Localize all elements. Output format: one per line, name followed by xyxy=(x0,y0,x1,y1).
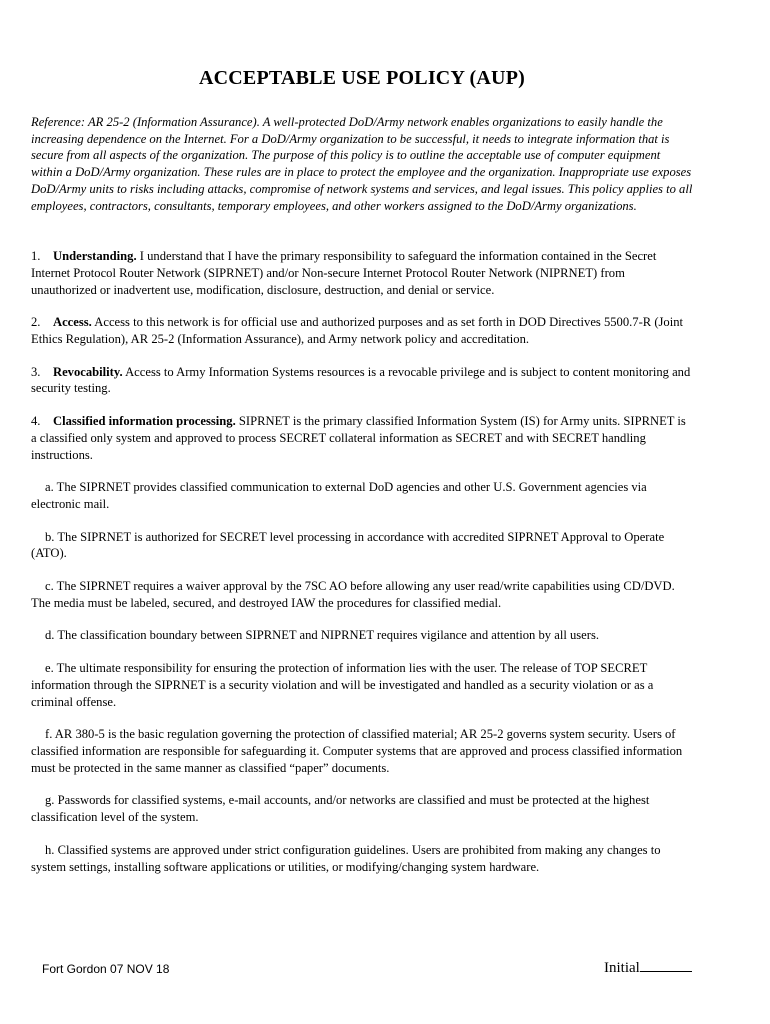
subitem-b: b. The SIPRNET is authorized for SECRET level processing in accordance with accredited SIPRNET Approval to Operate (ATO). xyxy=(31,529,665,561)
subitem-e: e. The ultimate responsibility for ensuring the protection of information lies with the user. The release of TOP SECRET information through the SIPRNET is a security violation and will be investigated and handled as a security violation or as a criminal offense. xyxy=(31,661,654,709)
section-access xyxy=(31,314,693,347)
section-understanding xyxy=(31,248,693,298)
reference-paragraph: Reference: AR 25-2 (Information Assurance). A well-protected DoD/Army network enables organizations to easily handle the increasing dependence on the Internet. For a DoD/Army organization to be successful, it needs to integrate information that is secure from all aspects of the organization. The purpose of this policy is to outline the acceptable use of computer equipment within a DoD/Army organization. These rules are in place to protect the employee and the organization. Inappropriate use exposes DoD/Army units to risks including attacks, compromise of network systems and services, and legal issues. This policy applies to all employees, contractors, consultants, temporary employees, and other workers assigned to the DoD/Army organizations. xyxy=(31,115,693,213)
section-heading: Access. xyxy=(53,315,92,330)
initial-field[interactable] xyxy=(604,957,692,977)
subitem-g: g. Passwords for classified systems, e-mail accounts, and/or networks are classified and must be protected at the highest classification level of the system. xyxy=(31,793,650,825)
subitem-f: f. AR 380-5 is the basic regulation governing the protection of classified material; AR 25-2 governs system security. Users of classified information are responsible for safeguarding it. Computer systems that are approved and process classified information must be protected in the same manner as classified “paper” documents. xyxy=(31,727,683,775)
section-text: I understand that I have the primary responsibility to safeguard the information contained in the Secret Internet Protocol Router Network (SIPRNET) and/or Non-secure Internet Protocol Router Network (NIPRNET) from unauthorized or inadvertent use, modification, disclosure, destruction, and denial or service. xyxy=(31,249,657,297)
initial-signature-line[interactable] xyxy=(640,957,692,972)
initial-label: Initial xyxy=(604,960,640,976)
section-number: 1. xyxy=(31,249,41,264)
section-text: Access to this network is for official use and authorized purposes and as set forth in DOD Directives 5500.7-R (Joint Ethics Regulation), AR 25-2 (Information Assurance), and Army network policy and accreditation. xyxy=(31,315,684,347)
section-text: SIPRNET is the primary classified Information System (IS) for Army units. SIPRNET is a classified only system and approved to process SECRET collateral information as SECRET and with SECRET handling instructions. xyxy=(31,414,686,462)
subitem-d: d. The classification boundary between SIPRNET and NIPRNET requires vigilance and attention by all users. xyxy=(45,628,600,643)
footer-date-label: Fort Gordon 07 NOV 18 xyxy=(42,962,170,976)
section-heading: Understanding. xyxy=(53,249,137,264)
section-heading: Revocability. xyxy=(53,364,123,379)
section-classified-processing xyxy=(31,413,693,463)
section-number: 3. xyxy=(31,364,41,379)
section-heading: Classified information processing. xyxy=(53,414,236,429)
section-revocability xyxy=(31,364,693,397)
section-number: 2. xyxy=(31,315,41,330)
section-number: 4. xyxy=(31,414,41,429)
subitem-a: a. The SIPRNET provides classified communication to external DoD agencies and other U.S. Government agencies via electronic mail. xyxy=(31,480,647,511)
document-title: ACCEPTABLE USE POLICY (AUP) xyxy=(199,67,525,89)
subitem-c: c. The SIPRNET requires a waiver approval by the 7SC AO before allowing any user read/write capabilities using CD/DVD. The media must be labeled, secured, and destroyed IAW the procedures for classified medial. xyxy=(31,579,675,610)
subitem-h: h. Classified systems are approved under strict configuration guidelines. Users are prohibited from making any changes to system settings, installing software applications or utilities, or modifying/changing system hardware. xyxy=(31,842,661,874)
document-page xyxy=(31,66,693,891)
section-text: Access to Army Information Systems resources is a revocable privilege and is subject to content monitoring and security testing. xyxy=(31,364,691,396)
